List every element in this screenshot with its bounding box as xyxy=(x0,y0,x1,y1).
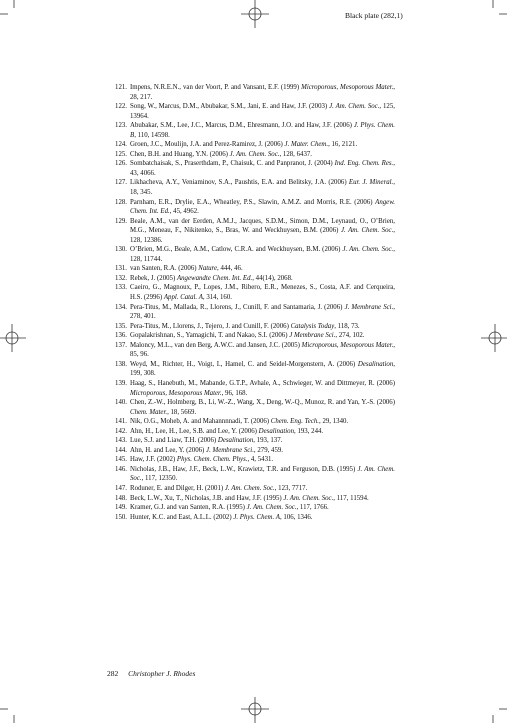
reference-volume-pages: , 44(14), 2068. xyxy=(252,274,293,282)
reference-number: 122. xyxy=(115,103,127,111)
reference-volume-pages: , 274, 102. xyxy=(335,332,365,340)
reference-number: 121. xyxy=(115,84,127,91)
reference-authors: Ahn, H. and Lee, Y. (2006) xyxy=(130,446,207,454)
reference-volume-pages: , 193, 244. xyxy=(294,427,324,435)
reference-volume-pages: , 28, 217. xyxy=(130,84,396,101)
reference-volume-pages: , 128, 12386. xyxy=(130,227,395,244)
reference-item xyxy=(107,513,395,523)
reference-item xyxy=(107,503,395,513)
reference-text xyxy=(130,178,395,197)
reference-journal: Angewandte Chem. Int. Ed. xyxy=(176,274,253,282)
reference-text xyxy=(130,322,395,332)
reference-item xyxy=(107,283,395,302)
reference-volume-pages: , 18, 5669. xyxy=(167,408,197,416)
reference-item xyxy=(107,198,395,217)
reference-volume-pages: , 199, 308. xyxy=(130,360,395,378)
reference-item xyxy=(107,398,395,417)
reference-journal: Microporous, Mesoporous Mater. xyxy=(301,341,394,349)
reference-volume-pages: , 314, 160. xyxy=(202,294,232,302)
reference-authors: Hunter, K.C. and East, A.L.L. (2002) xyxy=(130,513,234,521)
reference-number: 123. xyxy=(115,122,127,130)
reference-authors: Nicholas, J.B., Haw, J.F., Beck, L.W., Krawietz, T.R. and Ferguson, D.B. (1995) xyxy=(130,465,358,473)
reference-journal: J. Membrane Sci. xyxy=(344,303,394,311)
reference-journal: Ind. Eng. Chem. Res. xyxy=(334,160,394,168)
reference-journal: J Membrane Sci. xyxy=(289,332,336,340)
reference-journal: Desalination xyxy=(357,360,394,368)
reference-item xyxy=(107,465,395,484)
reference-text xyxy=(130,446,395,456)
reference-volume-pages: , 96, 168. xyxy=(221,389,248,397)
reference-authors: Beale, A.M., van der Eerden, A.M.J., Jacques, S.D.M., Simon, D.M., Leynaud, O., O’Brien, M.G., Meneau, F., Nikitenko, S., Bras, W. and Weckhuysen, B.M. (2006) xyxy=(130,217,395,235)
reference-number: 143. xyxy=(115,437,127,445)
reference-number: 129. xyxy=(115,217,127,225)
reference-volume-pages: , 123, 7717. xyxy=(274,484,308,492)
reference-journal: Nature xyxy=(198,265,218,273)
reference-item xyxy=(107,494,395,504)
reference-journal: J. Am. Chem. Soc. xyxy=(340,227,394,235)
reference-item xyxy=(107,217,395,246)
reference-journal: Angew. Chem. Int. Ed. xyxy=(130,198,395,216)
reference-authors: Abubakar, S.M., Lee, J.C., Marcus, D.M., Ehresmann, J.O. and Haw, J.F. (2006) xyxy=(130,122,354,130)
reference-authors: Weyd, M., Richter, H., Voigt, I., Hamel, C. and Seidel-Morgenstern, A. (2006) xyxy=(130,360,358,368)
reference-volume-pages: , 106, 1346. xyxy=(279,513,313,521)
reference-text xyxy=(130,436,395,446)
reference-text xyxy=(130,198,395,217)
reference-number: 131. xyxy=(115,265,127,273)
reference-item xyxy=(107,427,395,437)
reference-journal: Microporous, Mesoporous Mater. xyxy=(130,389,222,397)
reference-item xyxy=(107,331,395,341)
reference-text xyxy=(130,159,395,178)
reference-number: 139. xyxy=(115,379,127,387)
reference-item xyxy=(107,379,395,398)
reference-volume-pages: , 16, 2121. xyxy=(328,141,358,149)
reference-authors: O’Brien, M.G., Beale, A.M., Catlow, C.R.A. and Weckhuysen, B.M. (2006) xyxy=(130,246,343,254)
reference-text xyxy=(130,274,395,284)
reference-item xyxy=(107,159,395,178)
reference-text xyxy=(130,331,395,341)
reference-item xyxy=(107,121,395,140)
reference-volume-pages: , 18, 345. xyxy=(130,179,395,197)
reference-authors: Ahn, H., Lee, H., Lee, S.B. and Lee, Y. (2006) xyxy=(130,427,259,435)
reference-journal: Eur. J. Mineral. xyxy=(348,179,394,187)
reference-authors: Haw, J.F. (2002) xyxy=(130,456,177,464)
reference-volume-pages: , 117, 1766. xyxy=(296,504,329,512)
reference-journal: Chem. Eng. Tech. xyxy=(270,418,320,426)
reference-journal: J. Phys. Chem. A xyxy=(233,513,280,521)
reference-journal: J. Phys. Chem. B xyxy=(130,122,395,139)
reference-item xyxy=(107,102,395,121)
reference-text xyxy=(130,513,395,523)
reference-volume-pages: , 110, 14598. xyxy=(134,131,170,139)
reference-authors: Beck, L.W., Xu, T., Nicholas, J.B. and Haw, J.F. (1995) xyxy=(130,494,284,502)
reference-volume-pages: , 117, 12350. xyxy=(141,475,178,483)
reference-number: 132. xyxy=(115,274,127,282)
reference-text xyxy=(130,427,395,437)
reference-volume-pages: , 117, 11594. xyxy=(333,494,369,502)
reference-volume-pages: , 45, 4962. xyxy=(169,208,199,216)
reference-list xyxy=(107,83,395,522)
reference-text xyxy=(130,455,395,465)
reference-item xyxy=(107,436,395,446)
reference-item xyxy=(107,360,395,379)
reference-text xyxy=(130,303,395,322)
reference-journal: Desalination xyxy=(258,427,295,435)
plate-label: Black plate (282,1) xyxy=(345,11,403,20)
reference-item xyxy=(107,140,395,150)
reference-volume-pages: , 118, 73. xyxy=(334,322,360,330)
reference-item xyxy=(107,245,395,264)
reference-number: 138. xyxy=(115,360,127,368)
reference-text xyxy=(130,417,395,427)
reference-volume-pages: , 279, 459. xyxy=(253,446,284,454)
reference-journal: Catalysis Today xyxy=(290,322,335,330)
reference-authors: Pera-Titus, M., Llorens, J., Tejero, J. and Cunill, F. (2006) xyxy=(130,322,291,330)
reference-text xyxy=(130,494,395,504)
reference-number: 126. xyxy=(115,160,127,168)
reference-authors: Nik, O.G., Moheb, A. and Mahannnnadi, T. (2006) xyxy=(130,418,271,426)
reference-number: 147. xyxy=(115,484,127,492)
reference-text xyxy=(130,360,395,379)
reference-authors: Chen, Z.-W., Holmberg, B., Li, W.-Z., Wang, X., Deng, W.-Q., Munoz, R. and Yan, Y.-S. (2006) xyxy=(130,399,395,407)
reference-number: 140. xyxy=(115,399,127,407)
reference-number: 141. xyxy=(115,418,127,426)
reference-number: 124. xyxy=(115,141,127,149)
reference-text xyxy=(130,140,395,150)
reference-item xyxy=(107,150,395,160)
running-author: Christopher J. Rhodes xyxy=(128,669,196,678)
page-footer xyxy=(107,669,195,678)
reference-text xyxy=(130,121,395,140)
reference-number: 135. xyxy=(115,322,127,330)
reference-journal: J. Am. Chem. Soc. xyxy=(246,504,297,512)
reference-text xyxy=(130,484,395,494)
reference-authors: Song, W., Marcus, D.M., Abubakar, S.M., Jani, E. and Haw, J.F. (2003) xyxy=(130,103,330,111)
reference-journal: J. Am. Chem. Soc. xyxy=(130,465,395,483)
reference-authors: Impens, N.R.E.N., van der Voort, P. and Vansant, E.F. (1999) xyxy=(130,84,302,91)
reference-authors: Caeiro, G., Magnoux, P., Lopes, J.M., Ribero, E.R., Menezes, S., Costa, A.F. and Cerqueira, H.S. (2996) xyxy=(130,284,395,302)
reference-text xyxy=(130,264,395,274)
reference-journal: J. Membrane Sci. xyxy=(206,446,254,454)
reference-authors: Haag, S., Hanebuth, M., Mabande, G.T.P., Avhale, A., Schwieger, W. and Dittmeyer, R. (2006) xyxy=(130,379,395,387)
reference-authors: van Santen, R.A. (2006) xyxy=(130,265,199,273)
reference-item xyxy=(107,417,395,427)
reference-volume-pages: , 444, 46. xyxy=(217,265,243,273)
reference-item xyxy=(107,83,395,102)
reference-journal: Phys. Chem. Chem. Phys. xyxy=(176,456,248,464)
reference-item xyxy=(107,484,395,494)
reference-volume-pages: , 193, 137. xyxy=(253,437,283,445)
reference-authors: Kramer, G.J. and van Santen, R.A. (1995) xyxy=(130,504,247,512)
reference-journal: Desalination xyxy=(217,437,254,445)
reference-volume-pages: , 125, 13964. xyxy=(130,103,395,120)
reference-number: 144. xyxy=(115,446,127,454)
reference-journal: J. Am. Chem. Soc. xyxy=(224,484,275,492)
reference-number: 150. xyxy=(115,513,127,521)
reference-number: 142. xyxy=(115,427,127,435)
reference-text xyxy=(130,102,395,121)
reference-volume-pages: , 128, 11744. xyxy=(130,246,395,263)
reference-number: 137. xyxy=(115,341,127,349)
reference-authors: Sombatchaisak, S., Praserthdam, P., Chaisuk, C. and Panpranot, J. (2004) xyxy=(130,160,335,168)
reference-text xyxy=(130,245,395,264)
reference-item xyxy=(107,322,395,332)
reference-number: 134. xyxy=(115,303,127,311)
reference-journal: J. Am. Chem. Soc. xyxy=(283,494,334,502)
reference-volume-pages: , 43, 4066. xyxy=(130,160,395,177)
reference-volume-pages: , 4, 5431. xyxy=(247,456,274,464)
reference-item xyxy=(107,341,395,360)
reference-authors: Pera-Titus, M., Mallada, R., Llorens, J., Cunill, F. and Santamaria, J. (2006) xyxy=(130,303,345,311)
reference-text xyxy=(130,398,395,417)
reference-number: 148. xyxy=(115,494,127,502)
reference-authors: Rebek, J. (2005) xyxy=(130,274,177,282)
reference-number: 130. xyxy=(115,246,127,254)
reference-text xyxy=(130,283,395,302)
reference-text xyxy=(130,150,395,160)
reference-volume-pages: , 85, 96. xyxy=(130,341,395,359)
reference-authors: Chen, B.H. and Huang, Y.N. (2006) xyxy=(130,150,230,158)
reference-authors: Likhacheva, A.Y., Veniaminov, S.A., Paushtis, E.A. and Belitsky, J.A. (2006) xyxy=(130,179,349,187)
reference-text xyxy=(130,341,395,360)
reference-number: 127. xyxy=(115,179,127,187)
reference-journal: J. Mater. Chem. xyxy=(284,141,329,149)
reference-item xyxy=(107,264,395,274)
reference-number: 133. xyxy=(115,284,127,292)
reference-number: 128. xyxy=(115,198,127,206)
reference-item xyxy=(107,303,395,322)
reference-journal: J. Am. Chem. Soc. xyxy=(229,150,280,158)
page-number: 282 xyxy=(107,669,119,678)
reference-number: 149. xyxy=(115,504,127,512)
reference-item xyxy=(107,455,395,465)
reference-volume-pages: , 29, 1340. xyxy=(319,418,349,426)
reference-authors: Lue, S.J. and Liaw, T.H. (2006) xyxy=(130,437,218,445)
reference-text xyxy=(130,465,395,484)
reference-number: 136. xyxy=(115,332,127,340)
reference-volume-pages: , 278, 401. xyxy=(130,303,395,321)
reference-journal: J. Am. Chem. Soc. xyxy=(342,246,394,254)
reference-text xyxy=(130,379,395,398)
reference-authors: Gopalakrishnan, S., Yamagichi, T. and Nakao, S.I. (2006) xyxy=(130,332,290,340)
reference-volume-pages: , 128, 6437. xyxy=(279,150,312,158)
reference-text xyxy=(130,503,395,513)
reference-text xyxy=(130,217,395,246)
reference-journal: Microporous, Mesoporous Mater. xyxy=(301,84,394,91)
reference-item xyxy=(107,274,395,284)
reference-text xyxy=(130,83,395,102)
reference-authors: Groen, J.C., Moulijn, J.A. and Perez-Ramirez, J. (2006) xyxy=(130,141,285,149)
reference-number: 145. xyxy=(115,456,127,464)
reference-journal: Appl. Catal. A xyxy=(163,294,203,302)
reference-journal: J. Am. Chem. Soc. xyxy=(329,103,380,111)
reference-authors: Parnham, E.R., Drylie, E.A., Wheatley, P.S., Slawin, A.M.Z. and Morris, R.E. (2006) xyxy=(130,198,376,206)
reference-authors: Roduner, E. and Dilger, H. (2001) xyxy=(130,484,225,492)
reference-authors: Malоncy, M.L., van den Berg, A.W.C. and Jansen, J.C. (2005) xyxy=(130,341,302,349)
reference-journal: Chem. Mater. xyxy=(130,408,168,416)
reference-item xyxy=(107,178,395,197)
reference-number: 146. xyxy=(115,465,127,473)
reference-item xyxy=(107,446,395,456)
reference-number: 125. xyxy=(115,150,127,158)
